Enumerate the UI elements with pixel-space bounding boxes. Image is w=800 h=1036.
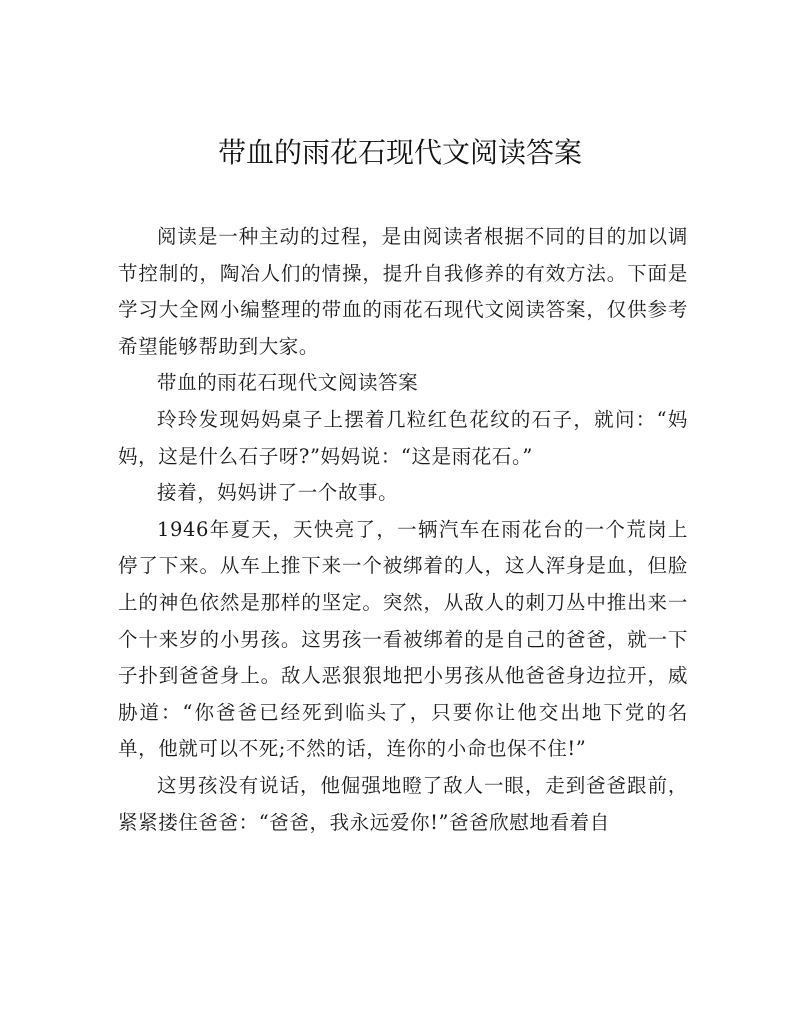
paragraph-subtitle: 带血的雨花石现代文阅读答案 [157, 371, 419, 395]
paragraph-boy: 这男孩没有说话，他倔强地瞪了敌人一眼，走到爸爸跟前，紧紧搂住爸爸：“爸爸，我永远爱你!”爸爸欣慰地看着自 [118, 773, 688, 834]
document-body [118, 219, 688, 841]
paragraph-lingling: 玲玲发现妈妈桌子上摆着几粒红色花纹的石子，就问：“妈妈，这是什么石子呀?”妈妈说：“这是雨花石。” [118, 407, 688, 468]
paragraph-intro: 阅读是一种主动的过程，是由阅读者根据不同的目的加以调节控制的，陶冶人们的情操，提升自我修养的有效方法。下面是学习大全网小编整理的带血的雨花石现代文阅读答案，仅供参考希望能够帮助到大家。 [118, 225, 688, 358]
paragraph-story-start: 接着，妈妈讲了一个故事。 [157, 481, 399, 505]
paragraph-1946: 1946年夏天，天快亮了，一辆汽车在雨花台的一个荒岗上停了下来。从车上推下来一个被绑着的人，这人浑身是血，但脸上的神色依然是那样的坚定。突然，从敌人的刺刀丛中推出来一个十来岁的小男孩。这男孩一看被绑着的是自己的爸爸，就一下子扑到爸爸身上。敌人恶狠狠地把小男孩从他爸爸身边拉开，威胁道：“你爸爸已经死到临头了，只要你让他交出地下党的名单，他就可以不死;不然的话，连你的小命也保不住!” [118, 517, 688, 761]
document-title: 带血的雨花石现代文阅读答案 [217, 136, 582, 169]
